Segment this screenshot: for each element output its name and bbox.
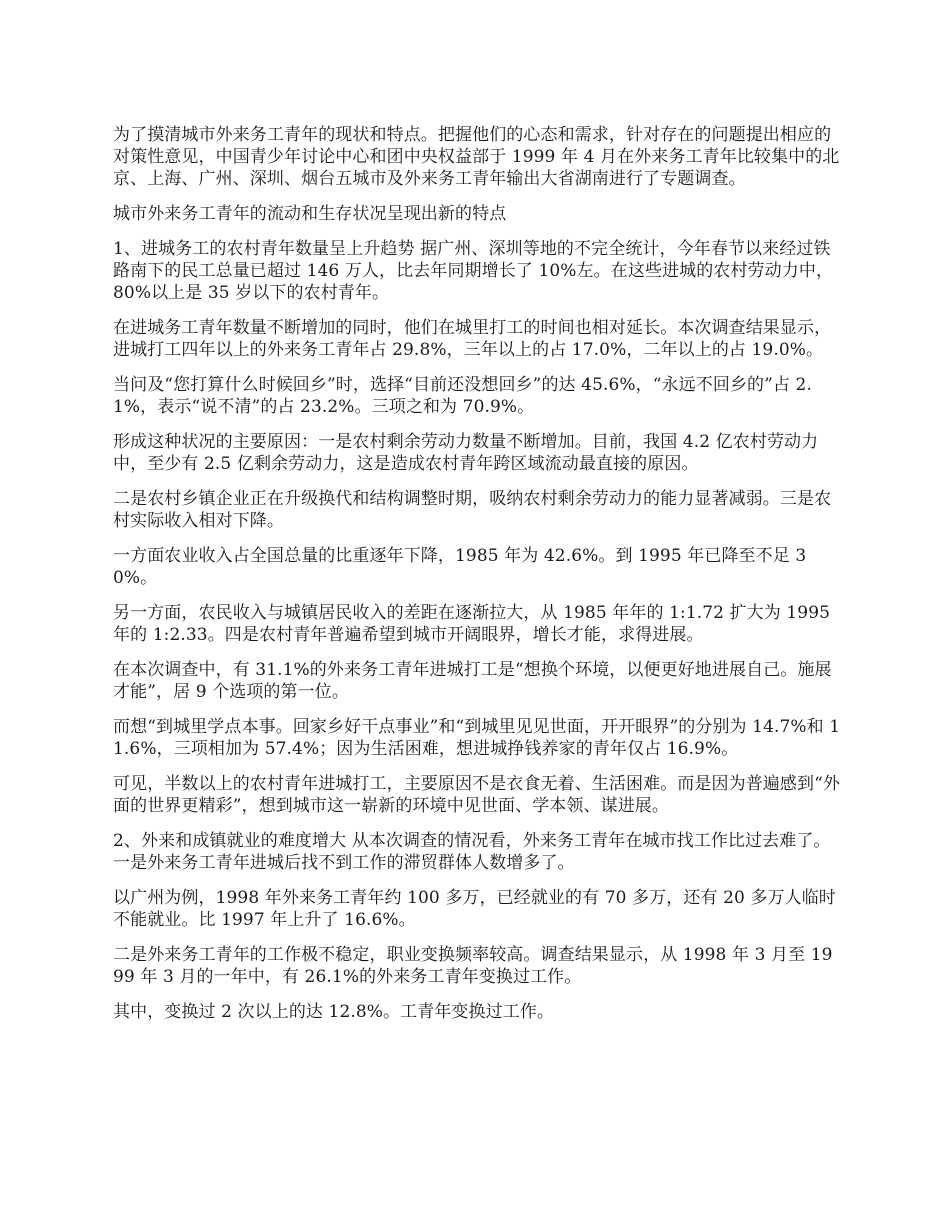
paragraph: 而想“到城里学点本事。回家乡好干点事业”和“到城里见见世面，开开眼界”的分别为 14.7%和 11.6%，三项相加为 57.4%；因为生活困难，想进城挣钱养家的青年仅占 16.9%。 [113, 717, 841, 759]
paragraph: 另一方面，农民收入与城镇居民收入的差距在逐渐拉大，从 1985 年年的 1:1.72 扩大为 1995 年的 1:2.33。四是农村青年普遍希望到城市开阔眼界，增长才能，求得进展。 [113, 603, 831, 645]
paragraph: 在本次调查中，有 31.1%的外来务工青年进城打工是“想换个环境，以便更好地进展自己。施展才能”，居 9 个选项的第一位。 [113, 660, 832, 702]
paragraph: 二是外来务工青年的工作极不稳定，职业变换频率较高。调查结果显示，从 1998 年 3 月至 1999 年 3 月的一年中，有 26.1%的外来务工青年变换过工作。 [113, 945, 833, 987]
paragraph: 可见，半数以上的农村青年进城打工，主要原因不是衣食无着、生活困难。而是因为普遍感到“外面的世界更精彩”，想到城市这一崭新的环境中见世面、学本领、谋进展。 [113, 774, 840, 816]
paragraph: 1、进城务工的农村青年数量呈上升趋势 据广州、深圳等地的不完全统计，今年春节以来经过铁路南下的民工总量已超过 146 万人，比去年同期增长了 10%左。在这些进城的农村劳动力中，80%以上是 35 岁以下的农村青年。 [113, 239, 834, 303]
paragraph: 其中，变换过 2 次以上的达 12.8%。工青年变换过工作。 [113, 1002, 555, 1022]
intro-paragraph: 为了摸清城市外来务工青年的现状和特点。把握他们的心态和需求，针对存在的问题提出相应的对策性意见，中国青少年讨论中心和团中央权益部于 1999 年 4 月在外来务工青年比较集中的北京、上海、广州、深圳、烟台五城市及外来务工青年输出大省湖南进行了专题调查。 [113, 125, 840, 189]
paragraph: 在进城务工青年数量不断增加的同时，他们在城里打工的时间也相对延长。本次调查结果显示，进城打工四年以上的外来务工青年占 29.8%，三年以上的占 17.0%，二年以上的占 19.0%。 [113, 318, 832, 360]
paragraph: 2、外来和成镇就业的难度增大 从本次调查的情况看，外来务工青年在城市找工作比过去难了。一是外来务工青年进城后找不到工作的滞贸群体人数增多了。 [113, 831, 831, 873]
paragraph: 形成这种状况的主要原因：一是农村剩余劳动力数量不断增加。目前，我国 4.2 亿农村劳动力中，至少有 2.5 亿剩余劳动力，这是造成农村青年跨区域流动最直接的原因。 [113, 432, 819, 474]
paragraph: 当问及“您打算什么时候回乡”时，选择“目前还没想回乡”的达 45.6%，“永远不回乡的”占 2.1%，表示“说不清”的占 23.2%。三项之和为 70.9%。 [113, 375, 812, 417]
section-heading: 城市外来务工青年的流动和生存状况呈现出新的特点 [113, 204, 507, 224]
paragraph: 二是农村乡镇企业正在升级换代和结构调整时期，吸纳农村剩余劳动力的能力显著减弱。三是农村实际收入相对下降。 [113, 489, 832, 531]
paragraph: 以广州为例，1998 年外来务工青年约 100 多万，已经就业的有 70 多万，还有 20 多万人临时不能就业。比 1997 年上升了 16.6%。 [113, 888, 836, 930]
document-body [113, 124, 843, 1036]
paragraph: 一方面农业收入占全国总量的比重逐年下降，1985 年为 42.6%。到 1995 年已降至不足 30%。 [113, 546, 807, 588]
